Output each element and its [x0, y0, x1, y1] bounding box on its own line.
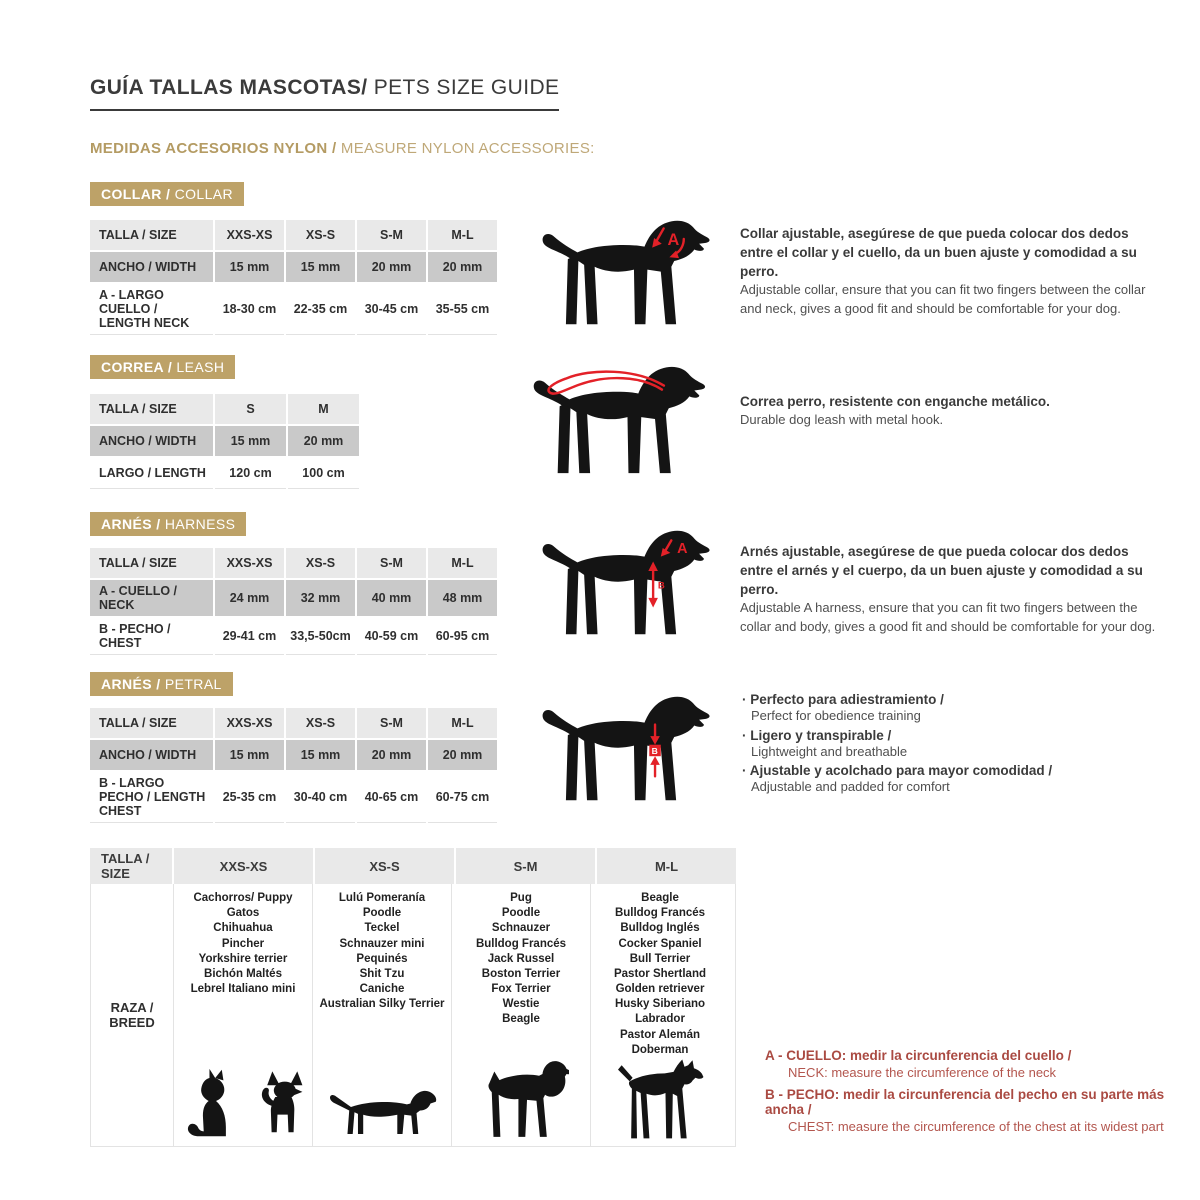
table-row	[90, 708, 497, 738]
bullet-es: · Ajustable y acolchado para mayor comodidad /	[742, 763, 1182, 778]
breed-item: Bulldog Francés	[614, 907, 706, 920]
leash-size-table	[88, 392, 361, 491]
table-cell: 40-65 cm	[357, 772, 426, 823]
breed-column-s-m	[451, 884, 590, 1146]
table-cell: M-L	[428, 220, 497, 250]
breeds-header-cell: XS-S	[315, 848, 454, 884]
table-cell: 20 mm	[357, 252, 426, 282]
table-cell: M-L	[428, 548, 497, 578]
breed-item: Yorkshire terrier	[198, 952, 288, 965]
list-item	[742, 692, 1182, 725]
description-en: Adjustable collar, ensure that you can fit two fingers between the collar and neck, gives a good fit and should be comfortable for your dog.	[740, 282, 1146, 316]
breed-item: Bulldog Francés	[475, 937, 567, 950]
note-en: NECK: measure the circumference of the neck	[788, 1065, 1057, 1080]
measure-letter-a: A	[677, 540, 688, 557]
table-cell: 40 mm	[357, 580, 426, 616]
breed-item: Husky Siberiano	[614, 998, 706, 1011]
silhouette-row	[323, 1085, 441, 1146]
note-en: CHEST: measure the circumference of the chest at its widest part	[788, 1119, 1164, 1134]
table-cell: XXS-XS	[215, 220, 284, 250]
petral-feature-list	[742, 692, 1182, 799]
table-row	[90, 458, 359, 489]
breed-item: Caniche	[359, 983, 405, 996]
breed-list	[319, 891, 444, 1012]
table-cell: XS-S	[286, 708, 355, 738]
petral-size-table	[88, 706, 499, 825]
petral-badge-en: PETRAL	[160, 676, 222, 692]
table-cell: XS-S	[286, 220, 355, 250]
table-cell: XXS-XS	[215, 548, 284, 578]
table-cell: 20 mm	[428, 740, 497, 770]
note-es: A - CUELLO: medir la circunferencia del cuello /	[765, 1048, 1072, 1063]
table-cell: 20 mm	[288, 426, 359, 456]
breed-item: Golden retriever	[615, 983, 705, 996]
measure-letter-b: B	[657, 580, 665, 592]
table-cell: 24 mm	[215, 580, 284, 616]
breed-column-xxs-xs	[173, 884, 312, 1146]
table-row	[90, 618, 497, 655]
table-cell: S-M	[357, 708, 426, 738]
breed-item: Beagle	[502, 1013, 540, 1026]
breeds-header-cell: TALLA / SIZE	[90, 848, 172, 884]
table-cell: 48 mm	[428, 580, 497, 616]
list-item	[742, 728, 1182, 761]
table-cell: 25-35 cm	[215, 772, 284, 823]
table-cell: 15 mm	[286, 740, 355, 770]
table-cell: TALLA / SIZE	[90, 708, 213, 738]
breed-item: Doberman	[631, 1043, 689, 1056]
collar-badge	[90, 182, 244, 206]
table-cell: A - CUELLO / NECK	[90, 580, 213, 616]
table-row	[90, 252, 497, 282]
bullet-en: Adjustable and padded for comfort	[751, 779, 950, 795]
breed-list	[191, 891, 296, 997]
table-cell: ANCHO / WIDTH	[90, 740, 213, 770]
breed-item: Gatos	[226, 907, 260, 920]
leash-badge-es: CORREA /	[101, 359, 173, 375]
list-item	[742, 763, 1182, 796]
breed-list	[614, 891, 706, 1058]
harness-dog-figure	[537, 526, 729, 641]
description-en: Durable dog leash with metal hook.	[740, 412, 944, 428]
chihuahua-silhouette-icon	[243, 1066, 309, 1142]
table-cell: 22-35 cm	[286, 284, 355, 335]
breed-item: Boston Terrier	[481, 967, 561, 980]
breeds-table	[90, 848, 736, 1147]
raza-breed-label	[91, 884, 173, 1146]
measure-arrow-icon	[648, 598, 658, 608]
petral-badge	[90, 672, 233, 696]
breed-item: Bulldog Inglés	[620, 922, 700, 935]
table-cell: 20 mm	[428, 252, 497, 282]
breed-item: Poodle	[501, 907, 541, 920]
breed-item: Cachorros/ Puppy	[193, 892, 293, 904]
subtitle-es: MEDIDAS ACCESORIOS NYLON /	[90, 140, 337, 157]
section-subtitle	[90, 140, 595, 157]
description-es: Collar ajustable, asegúrese de que pueda colocar dos dedos entre el collar y el cuello, da un buen ajuste y comodidad a su perro.	[740, 226, 1137, 280]
breeds-table-body	[90, 884, 736, 1147]
table-cell: TALLA / SIZE	[90, 394, 213, 424]
harness-size-table	[88, 546, 499, 657]
description-en: Adjustable A harness, ensure that you can fit two fingers between the collar and body, gives a good fit and should be comfortable for your dog.	[740, 600, 1156, 634]
table-cell: XXS-XS	[215, 708, 284, 738]
breed-item: Fox Terrier	[491, 983, 551, 996]
table-cell: 32 mm	[286, 580, 355, 616]
dog-silhouette-icon	[543, 697, 710, 801]
leash-dog-figure	[524, 362, 729, 480]
dog-silhouette-icon	[534, 367, 705, 473]
breeds-header-cell: XXS-XS	[174, 848, 313, 884]
page-title-en: PETS SIZE GUIDE	[367, 76, 560, 99]
table-row	[90, 220, 497, 250]
table-cell: 30-45 cm	[357, 284, 426, 335]
table-cell: 30-40 cm	[286, 772, 355, 823]
raza-label-en: BREED	[109, 1014, 155, 1030]
breed-item: Schnauzer	[491, 922, 551, 935]
table-cell: 15 mm	[215, 252, 284, 282]
cat-silhouette-icon	[178, 1064, 236, 1142]
bullet-en: Perfect for obedience training	[751, 708, 921, 723]
table-row	[90, 740, 497, 770]
table-cell: M	[288, 394, 359, 424]
measure-letter-b: B	[651, 745, 658, 756]
table-row	[90, 580, 497, 616]
leash-badge-en: LEASH	[172, 359, 225, 375]
leash-description	[740, 392, 1164, 430]
note-es: B - PECHO: medir la circunferencia del pecho en su parte más ancha /	[765, 1087, 1165, 1117]
table-cell: 29-41 cm	[215, 618, 284, 655]
breed-item: Pug	[510, 892, 532, 904]
breed-list	[476, 891, 566, 1028]
breed-column-xs-s	[312, 884, 451, 1146]
silhouette-row	[178, 1064, 309, 1146]
measure-letter-a: A	[667, 230, 680, 249]
note-item	[765, 1048, 1195, 1080]
dachshund-silhouette-icon	[323, 1085, 441, 1142]
measure-notes	[765, 1048, 1195, 1141]
raza-label-es: RAZA /	[110, 999, 154, 1015]
collar-dog-figure	[537, 216, 729, 331]
table-cell: XS-S	[286, 548, 355, 578]
table-cell: TALLA / SIZE	[90, 220, 213, 250]
table-cell: S	[215, 394, 286, 424]
breed-item: Bichón Maltés	[204, 967, 282, 980]
table-cell: M-L	[428, 708, 497, 738]
breed-item: Teckel	[364, 922, 400, 935]
collar-description	[740, 224, 1164, 318]
table-cell: ANCHO / WIDTH	[90, 426, 213, 456]
breed-item: Australian Silky Terrier	[319, 998, 445, 1011]
breed-item: Jack Russel	[487, 952, 555, 965]
doberman-silhouette-icon	[610, 1058, 710, 1142]
table-cell: S-M	[357, 220, 426, 250]
breed-item: Cocker Spaniel	[618, 937, 702, 950]
leash-badge	[90, 355, 235, 379]
harness-badge-en: HARNESS	[160, 516, 236, 532]
petral-badge-es: ARNÉS /	[101, 676, 161, 692]
breed-column-m-l	[590, 884, 729, 1146]
table-cell: 18-30 cm	[215, 284, 284, 335]
dog-silhouette-icon	[543, 221, 710, 325]
breed-item: Pequinés	[356, 952, 408, 965]
harness-badge-es: ARNÉS /	[101, 516, 161, 532]
breeds-header-cell: M-L	[597, 848, 736, 884]
breed-item: Bull Terrier	[629, 952, 691, 965]
page-title-es: GUÍA TALLAS MASCOTAS/	[90, 76, 368, 99]
table-row	[90, 284, 497, 335]
breed-item: Pincher	[221, 937, 265, 950]
table-cell: 20 mm	[357, 740, 426, 770]
breed-item: Schnauzer mini	[339, 937, 425, 950]
measure-arrow-icon	[650, 756, 660, 765]
table-cell: 33,5-50cm	[286, 618, 355, 655]
collar-size-table	[88, 218, 499, 337]
silhouette-row	[610, 1058, 710, 1146]
table-row	[90, 426, 359, 456]
petral-dog-figure	[537, 692, 729, 807]
description-es: Correa perro, resistente con enganche metálico.	[740, 394, 1050, 409]
breeds-table-header	[90, 848, 736, 884]
table-cell: LARGO / LENGTH	[90, 458, 213, 489]
breed-item: Lebrel Italiano mini	[190, 983, 296, 996]
table-cell: B - LARGO PECHO / LENGTH CHEST	[90, 772, 213, 823]
table-cell: 35-55 cm	[428, 284, 497, 335]
breed-item: Chihuahua	[213, 922, 273, 935]
table-cell: S-M	[357, 548, 426, 578]
table-cell: 15 mm	[215, 740, 284, 770]
breed-item: Shit Tzu	[359, 967, 405, 980]
breed-item: Pastor Alemán	[619, 1028, 701, 1041]
description-es: Arnés ajustable, asegúrese de que pueda colocar dos dedos entre el arnés y el cuerpo, da un buen ajuste y comodidad a su perro.	[740, 544, 1143, 598]
table-row	[90, 772, 497, 823]
table-cell: 100 cm	[288, 458, 359, 489]
table-cell: ANCHO / WIDTH	[90, 252, 213, 282]
silhouette-row	[473, 1056, 569, 1146]
subtitle-en: MEASURE NYLON ACCESSORIES:	[336, 140, 595, 157]
page-title	[90, 76, 559, 111]
breed-item: Labrador	[635, 1013, 685, 1026]
bullet-es: · Perfecto para adiestramiento /	[742, 692, 1182, 707]
table-row	[90, 394, 359, 424]
bullet-en: Lightweight and breathable	[751, 743, 908, 759]
breed-item: Westie	[502, 998, 540, 1011]
table-cell: A - LARGO CUELLO / LENGTH NECK	[90, 284, 213, 335]
schnauzer-silhouette-icon	[473, 1056, 569, 1142]
collar-badge-en: COLLAR	[170, 186, 234, 202]
breed-item: Beagle	[641, 892, 679, 904]
table-row	[90, 548, 497, 578]
table-cell: 15 mm	[215, 426, 286, 456]
table-cell: 15 mm	[286, 252, 355, 282]
note-item	[765, 1087, 1195, 1134]
breed-item: Pastor Shertland	[613, 967, 707, 980]
breed-item: Poodle	[362, 907, 402, 920]
collar-badge-es: COLLAR /	[101, 186, 171, 202]
table-cell: TALLA / SIZE	[90, 548, 213, 578]
table-cell: 60-75 cm	[428, 772, 497, 823]
table-cell: 40-59 cm	[357, 618, 426, 655]
breeds-header-cell: S-M	[456, 848, 595, 884]
table-cell: 120 cm	[215, 458, 286, 489]
harness-description	[740, 542, 1164, 636]
table-cell: 60-95 cm	[428, 618, 497, 655]
bullet-es: · Ligero y transpirable /	[742, 728, 1182, 743]
table-cell: B - PECHO / CHEST	[90, 618, 213, 655]
harness-badge	[90, 512, 246, 536]
breed-item: Lulú Pomeranía	[338, 892, 426, 904]
